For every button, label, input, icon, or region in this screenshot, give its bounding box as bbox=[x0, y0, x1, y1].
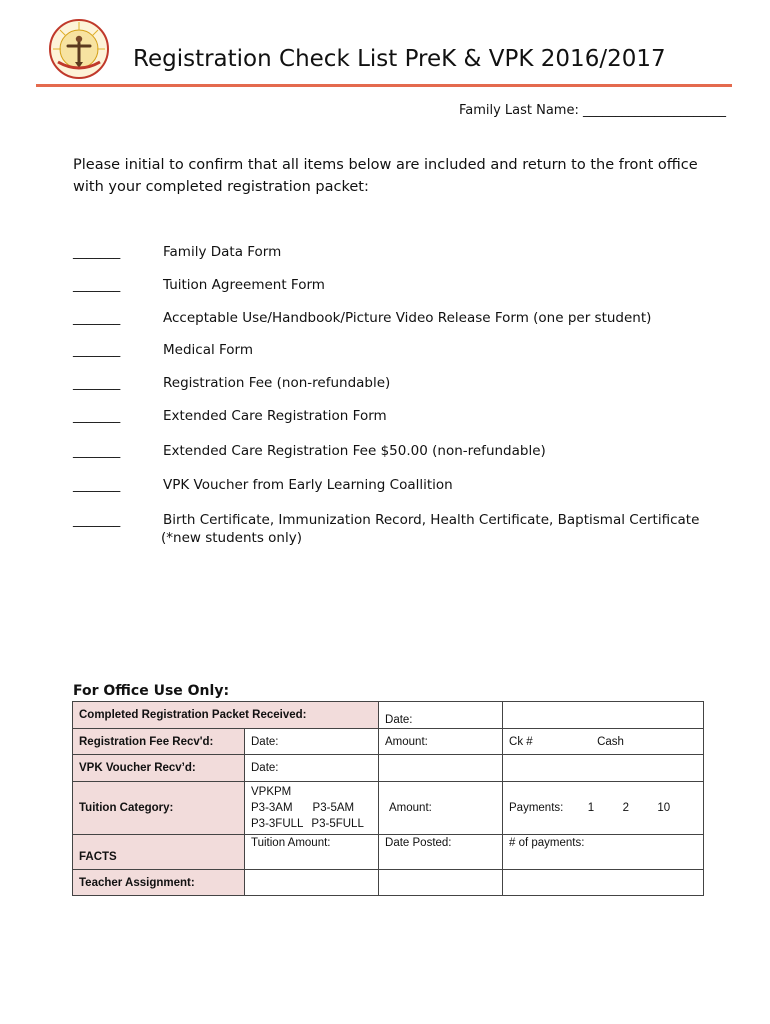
initial-blank[interactable]: _______ bbox=[73, 277, 121, 293]
tuition-amount-cell[interactable]: Amount: bbox=[379, 782, 503, 835]
school-seal-icon bbox=[48, 18, 110, 80]
initial-blank[interactable]: _______ bbox=[73, 408, 121, 424]
checklist-item-line-2: (*new students only) bbox=[161, 530, 302, 546]
empty-cell[interactable] bbox=[379, 870, 503, 896]
table-row bbox=[73, 835, 704, 870]
empty-cell[interactable] bbox=[379, 755, 503, 782]
facts-label: FACTS bbox=[73, 835, 245, 870]
table-row bbox=[73, 755, 704, 782]
category-option-row bbox=[251, 800, 372, 816]
packet-received-label: Completed Registration Packet Received: bbox=[73, 702, 379, 729]
payment-option: 10 bbox=[657, 802, 671, 814]
initial-blank[interactable]: _______ bbox=[73, 310, 121, 326]
empty-cell[interactable] bbox=[503, 702, 704, 729]
table-row bbox=[73, 870, 704, 896]
initial-blank[interactable]: _______ bbox=[73, 512, 121, 528]
checklist-item-label: Extended Care Registration Fee $50.00 (non-refundable) bbox=[163, 443, 546, 459]
family-last-name-label: Family Last Name: bbox=[458, 103, 579, 118]
payment-option: 2 bbox=[622, 802, 629, 814]
category-option: P3-3AM bbox=[251, 802, 293, 814]
initial-blank[interactable]: _______ bbox=[73, 244, 121, 260]
payments-label: Payments: bbox=[509, 802, 564, 814]
title-divider bbox=[36, 84, 732, 87]
registration-fee-amount-cell[interactable]: Amount: bbox=[379, 729, 503, 755]
check-number-label: Ck # bbox=[509, 735, 533, 748]
tuition-category-options[interactable] bbox=[245, 782, 379, 835]
checklist-item-label: Medical Form bbox=[163, 342, 254, 358]
tuition-category-label: Tuition Category: bbox=[73, 782, 245, 835]
category-option-row bbox=[251, 816, 372, 832]
payment-method-cell[interactable] bbox=[503, 729, 704, 755]
family-last-name-blank[interactable]: ______________________ bbox=[583, 103, 726, 118]
table-row bbox=[73, 702, 704, 729]
office-use-table bbox=[72, 701, 704, 896]
checklist-item-label: Family Data Form bbox=[163, 244, 282, 260]
initial-blank[interactable]: _______ bbox=[73, 443, 121, 459]
office-use-heading: For Office Use Only: bbox=[73, 683, 230, 699]
cash-label: Cash bbox=[597, 735, 624, 748]
table-row bbox=[73, 729, 704, 755]
packet-date-cell[interactable]: Date: bbox=[379, 702, 503, 729]
family-last-name-field[interactable] bbox=[459, 103, 726, 118]
checklist-item-label bbox=[163, 511, 733, 547]
checklist-item-label: Extended Care Registration Form bbox=[163, 408, 387, 424]
vpk-voucher-date-cell[interactable]: Date: bbox=[245, 755, 379, 782]
vpk-voucher-label: VPK Voucher Recv’d: bbox=[73, 755, 245, 782]
facts-date-posted-cell[interactable]: Date Posted: bbox=[379, 835, 503, 870]
empty-cell[interactable] bbox=[245, 870, 379, 896]
table-row bbox=[73, 782, 704, 835]
initial-blank[interactable]: _______ bbox=[73, 477, 121, 493]
checklist-item-label: Acceptable Use/Handbook/Picture Video Release Form (one per student) bbox=[163, 310, 652, 326]
empty-cell[interactable] bbox=[503, 870, 704, 896]
registration-fee-label: Registration Fee Recv'd: bbox=[73, 729, 245, 755]
category-option: P3-5FULL bbox=[311, 818, 364, 830]
facts-tuition-amount-cell[interactable]: Tuition Amount: bbox=[245, 835, 379, 870]
initial-blank[interactable]: _______ bbox=[73, 342, 121, 358]
payment-option: 1 bbox=[587, 802, 595, 814]
checklist-item-label: VPK Voucher from Early Learning Coallition bbox=[163, 477, 453, 493]
category-option: P3-5AM bbox=[312, 802, 355, 814]
checklist-item-label: Tuition Agreement Form bbox=[163, 277, 325, 293]
category-option: VPKPM bbox=[251, 786, 292, 798]
category-option: P3-3FULL bbox=[251, 818, 304, 830]
checklist-item-line-1: Birth Certificate, Immunization Record, Health Certificate, Baptismal Certificate bbox=[163, 512, 700, 528]
facts-num-payments-cell[interactable]: # of payments: bbox=[503, 835, 704, 870]
teacher-assignment-label: Teacher Assignment: bbox=[73, 870, 245, 896]
empty-cell[interactable] bbox=[503, 755, 704, 782]
payments-cell[interactable] bbox=[503, 782, 704, 835]
checklist-item-label: Registration Fee (non-refundable) bbox=[163, 375, 391, 391]
initial-blank[interactable]: _______ bbox=[73, 375, 121, 391]
registration-fee-date-cell[interactable]: Date: bbox=[245, 729, 379, 755]
page-title: Registration Check List PreK & VPK 2016/2017 bbox=[133, 46, 666, 72]
instructions-text: Please initial to confirm that all items below are included and return to the front office with your completed registration packet: bbox=[73, 157, 698, 195]
